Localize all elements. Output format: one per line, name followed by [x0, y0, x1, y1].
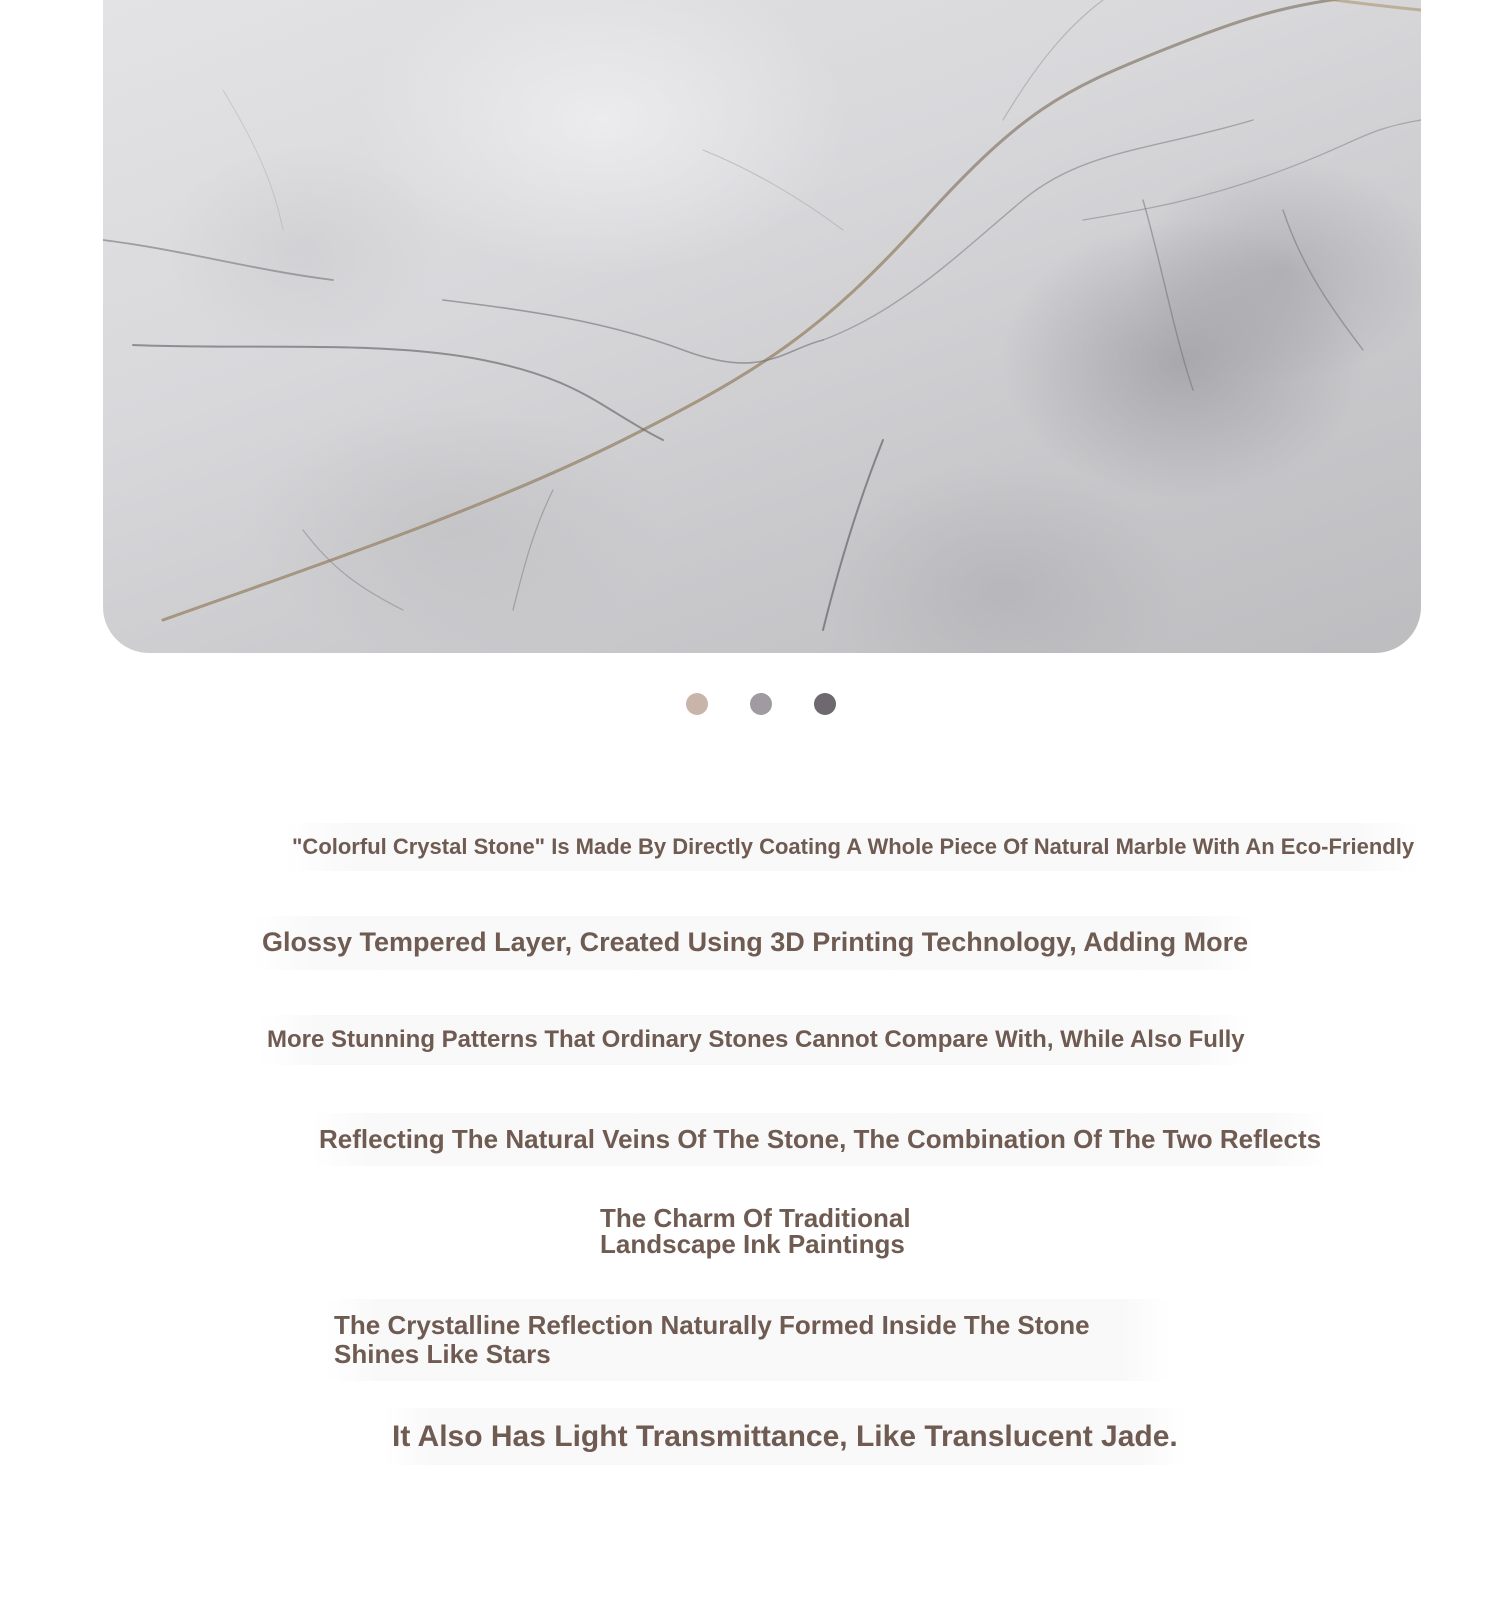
description-line-4: Reflecting The Natural Veins Of The Stone, The Combination Of The Two Reflects [311, 1113, 1329, 1166]
description-line-1: "Colorful Crystal Stone" Is Made By Directly Coating A Whole Piece Of Natural Marble With An Eco-Friendly [284, 823, 1422, 871]
description-line-5: The Charm Of Traditional Landscape Ink Paintings [600, 1203, 911, 1259]
description-line-2: Glossy Tempered Layer, Created Using 3D Printing Technology, Adding More [254, 916, 1256, 970]
description-line-7: It Also Has Light Transmittance, Like Translucent Jade. [384, 1408, 1186, 1465]
carousel-dot-3[interactable] [814, 693, 836, 715]
carousel-pagination [0, 693, 1500, 715]
description-line-3: More Stunning Patterns That Ordinary Stones Cannot Compare With, While Also Fully [259, 1015, 1253, 1065]
carousel-dot-2[interactable] [750, 693, 772, 715]
carousel-dot-1[interactable] [686, 693, 708, 715]
description-line-6: The Crystalline Reflection Naturally Formed Inside The Stone Shines Like Stars [326, 1299, 1172, 1381]
marble-veins [103, 0, 1421, 653]
marble-hero-image [103, 0, 1421, 653]
